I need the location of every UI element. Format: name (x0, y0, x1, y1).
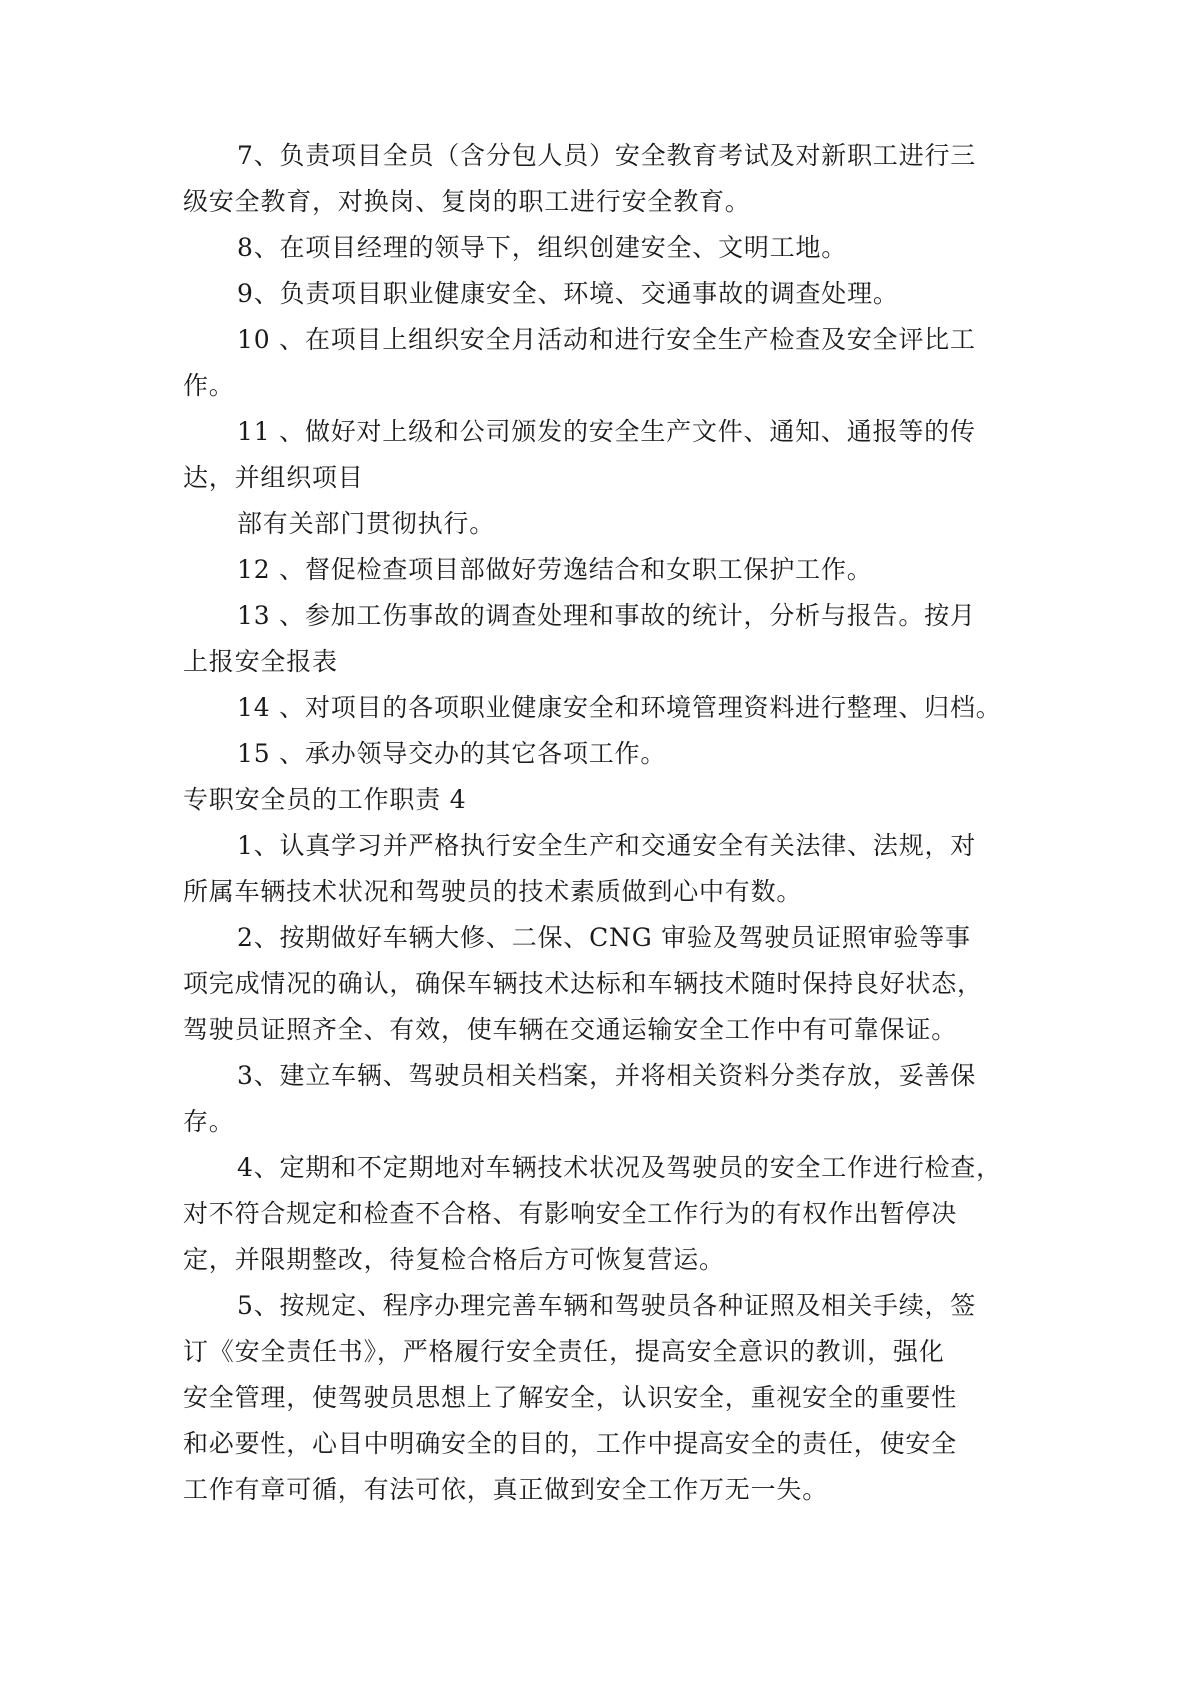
text-line: 订《安全责任书》，严格履行安全责任，提高安全意识的教训，强化 (183, 1337, 945, 1366)
text-line: 15 、承办领导交办的其它各项工作。 (237, 739, 667, 768)
text-line: 3、建立车辆、驾驶员相关档案，并将相关资料分类存放，妥善保 (237, 1061, 977, 1090)
text-line: 1、认真学习并严格执行安全生产和交通安全有关法律、法规，对 (237, 831, 977, 860)
text-line: 作。 (183, 371, 235, 400)
text-line: 10 、在项目上组织安全月活动和进行安全生产检查及安全评比工 (237, 325, 976, 354)
text-line: 9、负责项目职业健康安全、环境、交通事故的调查处理。 (237, 279, 899, 308)
text-line: 对不符合规定和检查不合格、有影响安全工作行为的有权作出暂停决 (183, 1199, 958, 1228)
text-line: 7、负责项目全员（含分包人员）安全教育考试及对新职工进行三 (237, 141, 977, 170)
text-line: 工作有章可循，有法可依，真正做到安全工作万无一失。 (183, 1475, 829, 1504)
text-line: 所属车辆技术状况和驾驶员的技术素质做到心中有数。 (183, 877, 803, 906)
text-line: 14 、对项目的各项职业健康安全和环境管理资料进行整理、归档。 (237, 693, 1002, 722)
text-line: 13 、参加工伤事故的调查处理和事故的统计，分析与报告。按月 (237, 601, 976, 630)
document-body (183, 133, 1013, 1513)
text-line: 8、在项目经理的领导下，组织创建安全、文明工地。 (237, 233, 848, 262)
text-line: 5、按规定、程序办理完善车辆和驾驶员各种证照及相关手续，签 (237, 1291, 977, 1320)
text-line: 存。 (183, 1107, 235, 1136)
text-line: 和必要性，心目中明确安全的目的，工作中提高安全的责任，使安全 (183, 1429, 958, 1458)
text-line: 项完成情况的确认，确保车辆技术达标和车辆技术随时保持良好状态， (183, 969, 983, 998)
text-line: 12 、督促检查项目部做好劳逸结合和女职工保护工作。 (237, 555, 873, 584)
text-line: 2、按期做好车辆大修、二保、CNG 审验及驾驶员证照审验等事 (237, 923, 971, 952)
text-line: 上报安全报表 (183, 647, 338, 676)
text-line: 11 、做好对上级和公司颁发的安全生产文件、通知、通报等的传 (237, 417, 976, 446)
document-page (183, 133, 1013, 1513)
section-heading: 专职安全员的工作职责 4 (183, 785, 467, 814)
text-line: 级安全教育，对换岗、复岗的职工进行安全教育。 (183, 187, 751, 216)
text-line: 部有关部门贯彻执行。 (237, 509, 496, 538)
text-line: 驾驶员证照齐全、有效，使车辆在交通运输安全工作中有可靠保证。 (183, 1015, 958, 1044)
text-line: 达，并组织项目 (183, 463, 364, 492)
text-line: 4、定期和不定期地对车辆技术状况及驾驶员的安全工作进行检查， (237, 1153, 1002, 1182)
text-line: 定，并限期整改，待复检合格后方可恢复营运。 (183, 1245, 725, 1274)
text-line: 安全管理，使驾驶员思想上了解安全，认识安全，重视安全的重要性 (183, 1383, 958, 1412)
